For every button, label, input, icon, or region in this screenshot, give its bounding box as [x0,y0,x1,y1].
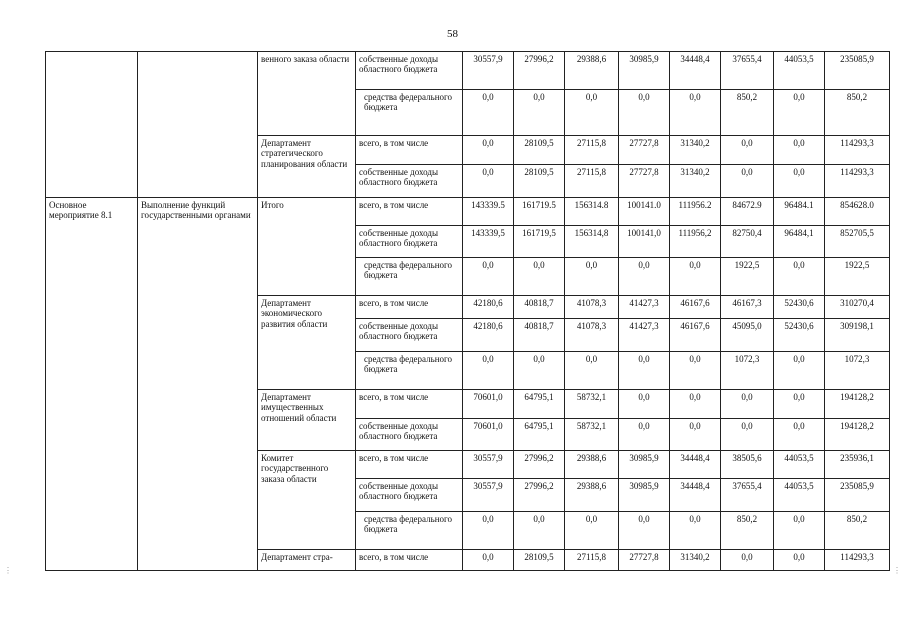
value-cell: 30557,9 [463,451,514,479]
value-cell: 29388,6 [565,451,619,479]
value-cell: 143339,5 [463,226,514,258]
value-cell: 0,0 [463,352,514,390]
funding-source-cell: всего, в том числе [356,296,463,319]
value-cell: 0,0 [721,550,774,571]
value-cell: 0,0 [463,136,514,165]
value-cell: 1072,3 [825,352,890,390]
value-cell: 42180,6 [463,296,514,319]
value-cell: 30985,9 [619,479,670,512]
value-cell: 84672.9 [721,198,774,226]
value-cell: 30985,9 [619,52,670,90]
value-cell: 111956.2 [670,198,721,226]
value-cell: 0,0 [721,136,774,165]
value-cell: 30985,9 [619,451,670,479]
value-cell: 850,2 [721,90,774,136]
measure-cell: Основное мероприятие 8.1 [46,198,138,571]
value-cell: 96484,1 [774,226,825,258]
funding-source-cell: всего, в том числе [356,451,463,479]
value-cell: 0,0 [670,512,721,550]
value-cell: 31340,2 [670,136,721,165]
funding-source-cell: всего, в том числе [356,390,463,419]
value-cell: 40818,7 [514,296,565,319]
funding-source-cell: средства федерального бюджета [356,352,463,390]
value-cell: 41427,3 [619,296,670,319]
funding-source-cell: собственные доходы областного бюджета [356,226,463,258]
value-cell: 27996,2 [514,451,565,479]
value-cell: 31340,2 [670,550,721,571]
value-cell: 37655,4 [721,52,774,90]
value-cell: 114293,3 [825,136,890,165]
table-row [46,198,890,226]
value-cell: 42180,6 [463,319,514,352]
value-cell: 30557,9 [463,479,514,512]
value-cell: 852705,5 [825,226,890,258]
funding-source-cell: всего, в том числе [356,550,463,571]
left-margin-mark: ⋮ [4,566,12,575]
value-cell: 44053,5 [774,451,825,479]
value-cell: 96484.1 [774,198,825,226]
funding-source-cell: собственные доходы областного бюджета [356,52,463,90]
value-cell: 0,0 [619,258,670,296]
value-cell: 27115,8 [565,165,619,198]
value-cell: 0,0 [670,258,721,296]
funding-source-cell: собственные доходы областного бюджета [356,479,463,512]
value-cell: 44053,5 [774,479,825,512]
value-cell: 854628.0 [825,198,890,226]
value-cell: 0,0 [721,390,774,419]
value-cell: 0,0 [774,352,825,390]
value-cell: 64795,1 [514,419,565,451]
value-cell: 0,0 [670,390,721,419]
value-cell: 52430,6 [774,296,825,319]
content-cell [138,52,258,198]
value-cell: 194128,2 [825,390,890,419]
budget-table [45,51,890,571]
value-cell: 0,0 [619,419,670,451]
executor-cell: Комитет государственного заказа области [258,451,356,550]
table-row [46,52,890,90]
value-cell: 0,0 [774,512,825,550]
value-cell: 58732,1 [565,390,619,419]
content-cell: Выполнение функций государственными органами [138,198,258,571]
value-cell: 0,0 [670,419,721,451]
value-cell: 114293,3 [825,550,890,571]
value-cell: 235085,9 [825,52,890,90]
value-cell: 34448,4 [670,479,721,512]
value-cell: 46167,6 [670,319,721,352]
value-cell: 28109,5 [514,550,565,571]
value-cell: 0,0 [619,352,670,390]
value-cell: 30557,9 [463,52,514,90]
value-cell: 70601,0 [463,419,514,451]
value-cell: 45095,0 [721,319,774,352]
value-cell: 1922,5 [825,258,890,296]
value-cell: 161719.5 [514,198,565,226]
value-cell: 156314.8 [565,198,619,226]
value-cell: 41078,3 [565,319,619,352]
value-cell: 1072,3 [721,352,774,390]
value-cell: 0,0 [463,550,514,571]
executor-cell: Департамент имущественных отношений области [258,390,356,451]
value-cell: 0,0 [463,90,514,136]
value-cell: 0,0 [514,352,565,390]
funding-source-cell: средства федерального бюджета [356,512,463,550]
value-cell: 0,0 [565,512,619,550]
value-cell: 0,0 [774,258,825,296]
value-cell: 0,0 [774,165,825,198]
value-cell: 143339.5 [463,198,514,226]
value-cell: 0,0 [463,258,514,296]
page-number: 58 [447,28,458,40]
measure-cell [46,52,138,198]
value-cell: 114293,3 [825,165,890,198]
value-cell: 34448,4 [670,52,721,90]
executor-cell: венного заказа области [258,52,356,136]
value-cell: 100141.0 [619,198,670,226]
value-cell: 0,0 [514,258,565,296]
value-cell: 850,2 [721,512,774,550]
value-cell: 0,0 [774,90,825,136]
value-cell: 0,0 [463,165,514,198]
value-cell: 70601,0 [463,390,514,419]
value-cell: 0,0 [670,352,721,390]
value-cell: 235085,9 [825,479,890,512]
value-cell: 194128,2 [825,419,890,451]
value-cell: 0,0 [774,419,825,451]
value-cell: 27727,8 [619,550,670,571]
funding-source-cell: всего, в том числе [356,198,463,226]
funding-source-cell: собственные доходы областного бюджета [356,319,463,352]
right-margin-mark: ⋮ [893,566,901,575]
value-cell: 0,0 [721,165,774,198]
value-cell: 0,0 [565,352,619,390]
value-cell: 0,0 [774,136,825,165]
value-cell: 0,0 [565,258,619,296]
funding-source-cell: средства федерального бюджета [356,258,463,296]
value-cell: 310270,4 [825,296,890,319]
value-cell: 44053,5 [774,52,825,90]
value-cell: 46167,6 [670,296,721,319]
value-cell: 40818,7 [514,319,565,352]
value-cell: 34448,4 [670,451,721,479]
value-cell: 27996,2 [514,52,565,90]
value-cell: 28109,5 [514,136,565,165]
funding-source-cell: собственные доходы областного бюджета [356,419,463,451]
funding-source-cell: собственные доходы областного бюджета [356,165,463,198]
value-cell: 0,0 [565,90,619,136]
executor-cell: Итого [258,198,356,296]
value-cell: 27115,8 [565,136,619,165]
value-cell: 28109,5 [514,165,565,198]
value-cell: 27996,2 [514,479,565,512]
value-cell: 27727,8 [619,165,670,198]
value-cell: 27115,8 [565,550,619,571]
value-cell: 0,0 [670,90,721,136]
value-cell: 31340,2 [670,165,721,198]
value-cell: 0,0 [619,512,670,550]
value-cell: 0,0 [514,90,565,136]
value-cell: 64795,1 [514,390,565,419]
value-cell: 0,0 [721,419,774,451]
value-cell: 82750,4 [721,226,774,258]
value-cell: 309198,1 [825,319,890,352]
value-cell: 235936,1 [825,451,890,479]
value-cell: 156314,8 [565,226,619,258]
value-cell: 0,0 [514,512,565,550]
value-cell: 0,0 [774,390,825,419]
value-cell: 29388,6 [565,479,619,512]
value-cell: 850,2 [825,512,890,550]
executor-cell: Департамент стратегического планирования области [258,136,356,198]
value-cell: 0,0 [619,390,670,419]
value-cell: 100141,0 [619,226,670,258]
value-cell: 850,2 [825,90,890,136]
funding-source-cell: всего, в том числе [356,136,463,165]
value-cell: 0,0 [619,90,670,136]
value-cell: 58732,1 [565,419,619,451]
value-cell: 161719,5 [514,226,565,258]
value-cell: 1922,5 [721,258,774,296]
value-cell: 41078,3 [565,296,619,319]
executor-cell: Департамент стра- [258,550,356,571]
value-cell: 29388,6 [565,52,619,90]
value-cell: 0,0 [774,550,825,571]
funding-source-cell: средства федерального бюджета [356,90,463,136]
value-cell: 27727,8 [619,136,670,165]
value-cell: 0,0 [463,512,514,550]
value-cell: 46167,3 [721,296,774,319]
value-cell: 52430,6 [774,319,825,352]
value-cell: 38505,6 [721,451,774,479]
value-cell: 37655,4 [721,479,774,512]
value-cell: 41427,3 [619,319,670,352]
executor-cell: Департамент экономического развития области [258,296,356,390]
value-cell: 111956,2 [670,226,721,258]
